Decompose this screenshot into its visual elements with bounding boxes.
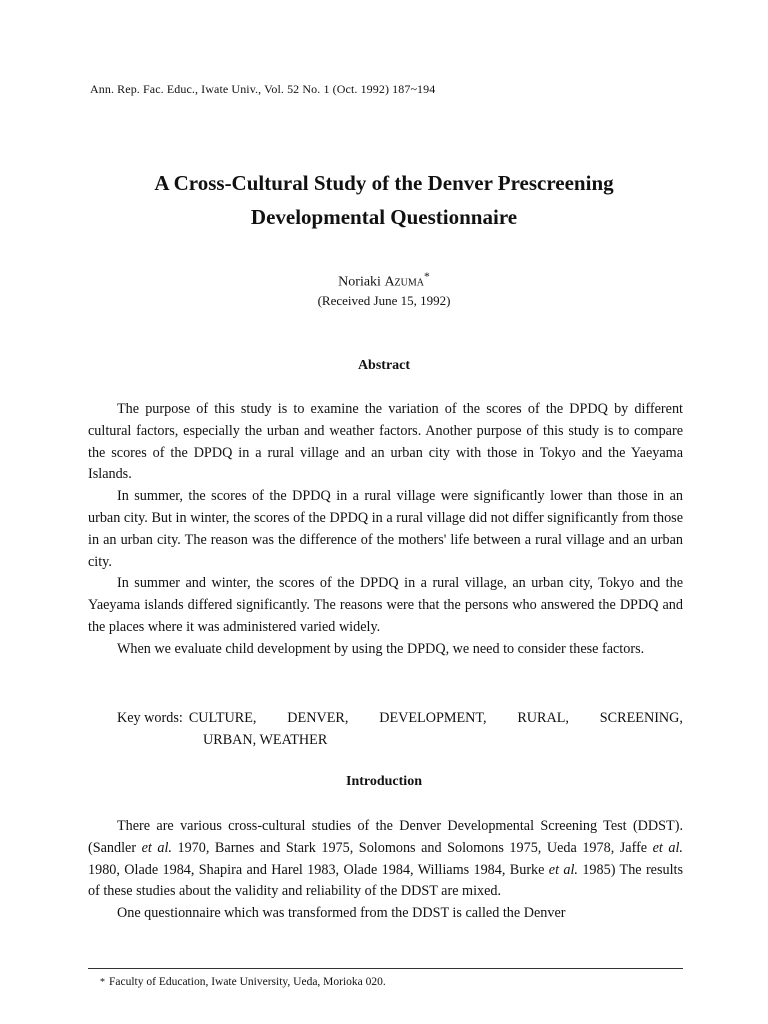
et-al-italic: et al. <box>141 839 172 856</box>
author-family-name: Azuma <box>384 274 424 290</box>
running-head: Ann. Rep. Fac. Educ., Iwate Univ., Vol. 52 No. 1 (Oct. 1992) 187~194 <box>90 82 436 96</box>
abstract-body <box>88 399 683 661</box>
intro-text: 1980, Olade 1984, Shapira and Harel 1983, Olade 1984, Williams 1984, Burke <box>88 861 549 878</box>
keyword: CULTURE, <box>188 710 257 726</box>
keyword: SCREENING, <box>599 710 683 726</box>
intro-text: 1970, Barnes and Stark 1975, Solomons and Solomons 1975, Ueda 1978, Jaffe <box>171 839 653 856</box>
et-al-italic: et al. <box>548 861 578 878</box>
footnote <box>100 976 386 988</box>
keywords-row-1 <box>117 707 683 729</box>
keyword: RURAL, <box>517 710 569 726</box>
keywords-block <box>117 707 683 751</box>
keyword: URBAN, <box>203 732 257 748</box>
author-footnote-mark: * <box>424 270 430 283</box>
author-line <box>0 270 768 291</box>
author-given-name: Noriaki <box>338 274 385 290</box>
introduction-heading: Introduction <box>346 774 422 789</box>
keywords-list <box>189 707 683 729</box>
title-line-2: Developmental Questionnaire <box>250 205 518 229</box>
title-line-1: A Cross-Cultural Study of the Denver Prescreening <box>154 171 614 195</box>
introduction-body <box>88 816 683 925</box>
received-date: (Received June 15, 1992) <box>317 293 451 308</box>
footnote-rule <box>88 968 683 969</box>
introduction-paragraph-1 <box>88 816 683 903</box>
intro-text: There are various cross-cultural studies of the Denver Developmental Screening Test (DDST). (Sandler <box>88 818 683 856</box>
keywords-label: Key words: <box>117 710 183 726</box>
abstract-heading: Abstract <box>357 358 411 373</box>
abstract-paragraph: In summer, the scores of the DPDQ in a rural village were significantly lower than those in an urban city. But in winter, the scores of the DPDQ in a rural village did not differ significantly from those in an urban city. The reason was the difference of the mothers' life between a rural village and an urban city. <box>88 488 683 570</box>
keywords-row-2 <box>117 729 683 751</box>
keyword: DENVER, <box>287 710 349 726</box>
abstract-paragraph: In summer and winter, the scores of the DPDQ in a rural village, an urban city, Tokyo and the Yaeyama islands differed significantly. The reasons were that the persons who answered the DPDQ and the places where it was administered varied widely. <box>88 575 683 635</box>
paper-title <box>0 166 768 234</box>
keyword: WEATHER <box>259 732 328 748</box>
footnote-mark: * <box>100 977 105 988</box>
introduction-paragraph-2: One questionnaire which was transformed from the DDST is called the Denver <box>117 905 566 922</box>
intro-text: 1985) The results of these studies about the validity and reliability of the DDST are mixed. <box>88 861 683 900</box>
abstract-paragraph: The purpose of this study is to examine the variation of the scores of the DPDQ by different cultural factors, especially the urban and weather factors. Another purpose of this study is to compare the scores of the DPDQ in a rural village and an urban city with those in Tokyo and the Yaeyama Islands. <box>88 401 683 483</box>
abstract-paragraph: When we evaluate child development by using the DPDQ, we need to consider these factors. <box>117 640 645 657</box>
keyword: DEVELOPMENT, <box>379 710 487 726</box>
et-al-italic: et al. <box>652 839 683 856</box>
footnote-text: Faculty of Education, Iwate University, Ueda, Morioka 020. <box>109 976 386 988</box>
